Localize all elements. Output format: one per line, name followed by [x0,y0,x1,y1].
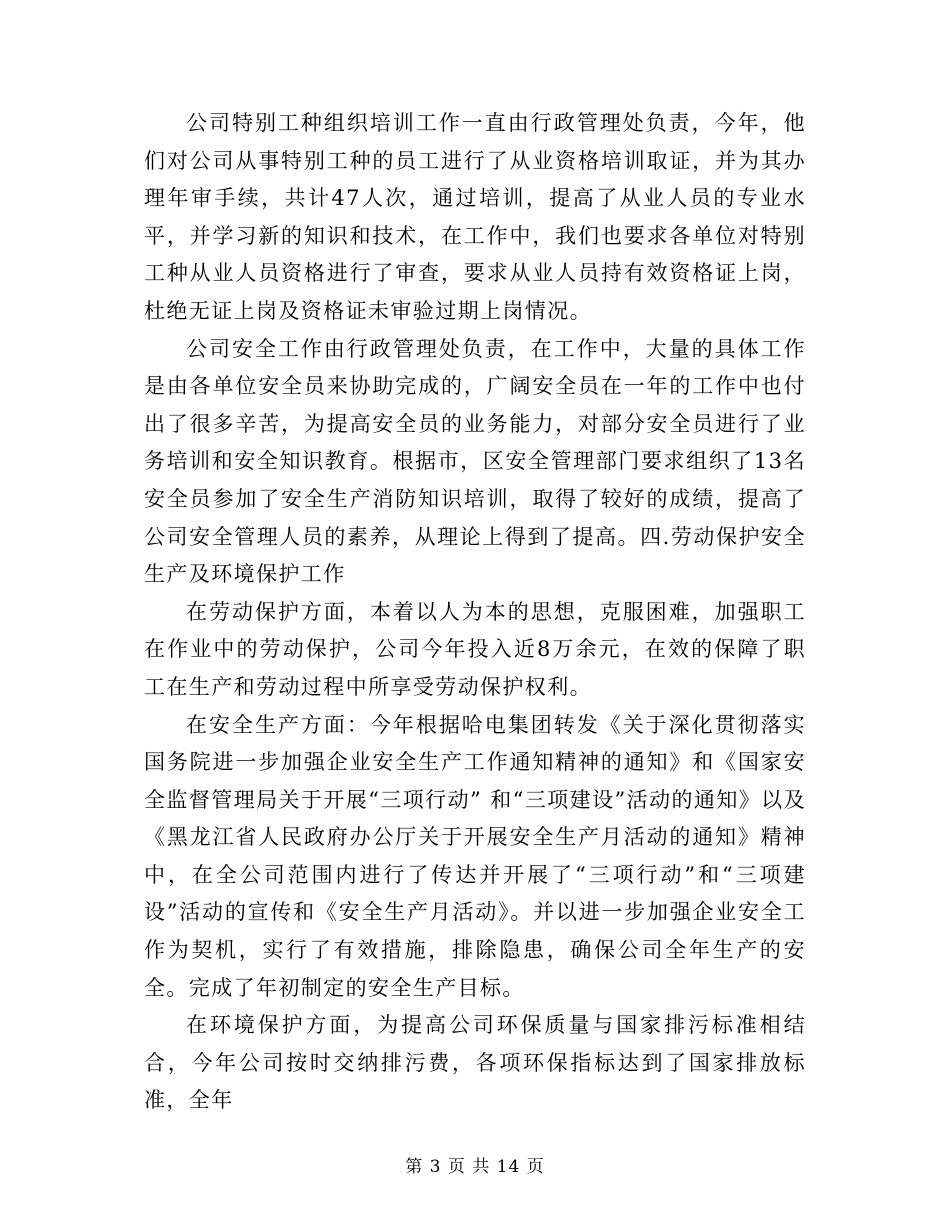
paragraph-special-trades-training: 公司特别工种组织培训工作一直由行政管理处负责，今年，他们对公司从事特别工种的员工进行了从业资格培训取证，并为其办理年审手续，共计47人次，通过培训，提高了从业人员的专业水平，并学习新的知识和技术，在工作中，我们也要求各单位对特别工种从业人员资格进行了审查，要求从业人员持有效资格证上岗，杜绝无证上岗及资格证未审验过期上岗情况。 [144,111,806,323]
paragraph-production-safety: 在安全生产方面：今年根据哈电集团转发《关于深化贯彻落实国务院进一步加强企业安全生产工作通知精神的通知》和《国家安全监督管理局关于开展“三项行动” 和“三项建设”活动的通知》以及《黑龙江省人民政府办公厅关于开展安全生产月活动的通知》精神中，在全公司范围内进行了传达并开展了“三项行动”和“三项建设”活动的宣传和《安全生产月活动》。并以进一步加强企业安全工作为契机，实行了有效措施，排除隐患，确保公司全年生产的安全。完成了年初制定的安全生产目标。 [144,712,806,1000]
document-body [144,105,806,1120]
paragraph-safety-officers: 公司安全工作由行政管理处负责，在工作中，大量的具体工作是由各单位安全员来协助完成的，广阔安全员在一年的工作中也付出了很多辛苦，为提高安全员的业务能力，对部分安全员进行了业务培训和安全知识教育。根据市，区安全管理部门要求组织了13名安全员参加了安全生产消防知识培训，取得了较好的成绩，提高了公司安全管理人员的素养，从理论上得到了提高。四.劳动保护安全生产及环境保护工作 [144,336,806,587]
paragraph-labor-protection: 在劳动保护方面，本着以人为本的思想，克服困难，加强职工在作业中的劳动保护，公司今年投入近8万余元，在效的保障了职工在生产和劳动过程中所享受劳动保护权利。 [144,599,806,699]
paragraph-environmental-protection: 在环境保护方面，为提高公司环保质量与国家排污标准相结合，今年公司按时交纳排污费，各项环保指标达到了国家排放标准，全年 [144,1013,806,1113]
page-number-footer: 第 3 页 共 14 页 [405,1157,545,1177]
